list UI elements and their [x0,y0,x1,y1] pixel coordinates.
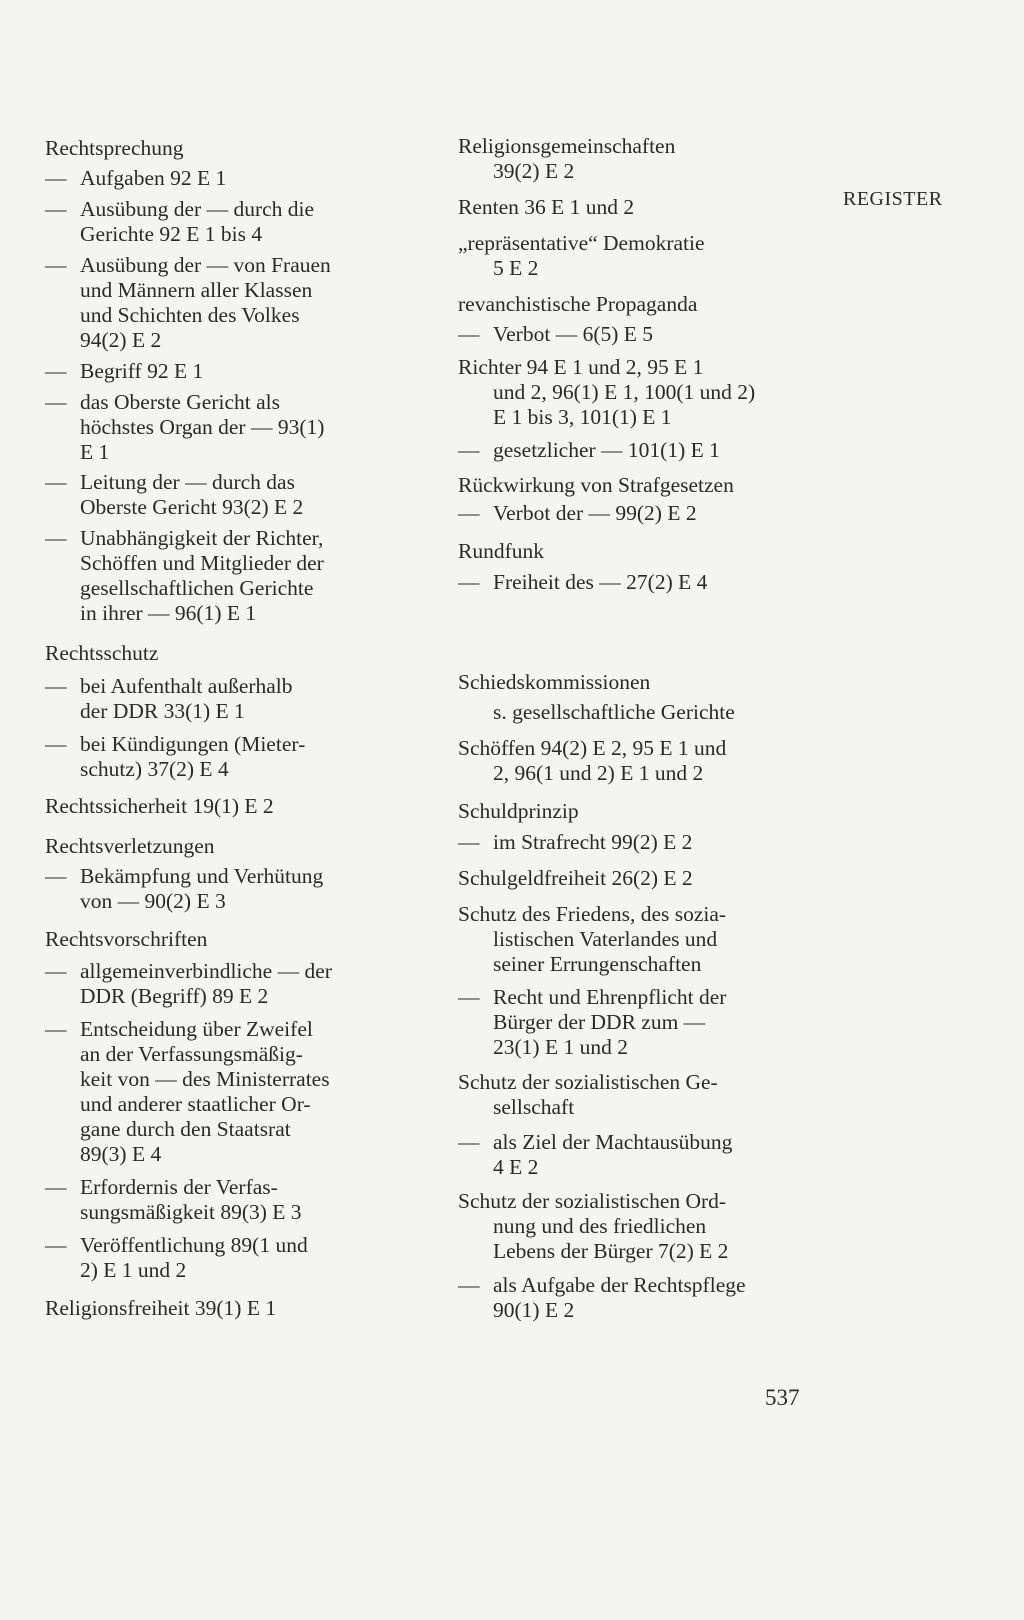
entry-dash: — [45,1175,67,1199]
right-continuation: 2, 96(1 und 2) E 1 und 2 [493,761,704,785]
entry-dash: — [45,359,67,383]
right-continuation: Lebens der Bürger 7(2) E 2 [493,1239,729,1263]
left-continuation: und Schichten des Volkes [80,303,300,327]
right-heading: Rückwirkung von Strafgesetzen [458,473,734,497]
entry-dash: — [45,674,67,698]
entry-text: Ausübung der — von Frauen [80,253,331,277]
left-continuation: 89(3) E 4 [80,1142,162,1166]
left-continuation: von — 90(2) E 3 [80,889,226,913]
left-continuation: und Männern aller Klassen [80,278,313,302]
entry-dash: — [45,390,67,414]
entry-dash: — [45,253,67,277]
left-continuation: gane durch den Staatsrat [80,1117,291,1141]
entry-dash: — [45,959,67,983]
entry-dash: — [458,985,480,1009]
entry-text: Freiheit des — 27(2) E 4 [493,570,708,594]
left-continuation: der DDR 33(1) E 1 [80,699,245,723]
entry-dash: — [45,197,67,221]
left-continuation: und anderer staatlicher Or- [80,1092,311,1116]
right-continuation: sellschaft [493,1095,575,1119]
right-continuation: 4 E 2 [493,1155,539,1179]
entry-dash: — [45,864,67,888]
entry-text: Ausübung der — durch die [80,197,315,221]
left-continuation: 94(2) E 2 [80,328,162,352]
right-continuation: listischen Vaterlandes und [493,927,718,951]
entry-text: bei Aufenthalt außerhalb [80,674,293,698]
entry-text: Leitung der — durch das [80,470,295,494]
left-continuation: Schöffen und Mitglieder der [80,551,324,575]
right-heading: „repräsentative“ Demokratie [458,231,705,255]
left-heading: Rechtsvorschriften [45,927,208,951]
left-continuation: keit von — des Ministerrates [80,1067,330,1091]
entry-dash: — [45,1233,67,1257]
entry-text: Entscheidung über Zweifel [80,1017,313,1041]
entry-dash: — [45,470,67,494]
right-heading: Schiedskommissionen [458,670,651,694]
entry-text: Begriff 92 E 1 [80,359,204,383]
entry-dash: — [45,526,67,550]
entry-text: Recht und Ehrenpflicht der [493,985,727,1009]
entry-text: Veröffentlichung 89(1 und [80,1233,308,1257]
left-continuation: gesellschaftlichen Gerichte [80,576,314,600]
right-continuation: nung und des friedlichen [493,1214,707,1238]
left-continuation: Oberste Gericht 93(2) E 2 [80,495,304,519]
entry-text: Bekämpfung und Verhütung [80,864,324,888]
left-heading: Rechtsschutz [45,641,159,665]
entry-dash: — [458,438,480,462]
section-header: REGISTER [843,188,943,210]
entry-dash: — [458,1273,480,1297]
left-continuation: sungsmäßigkeit 89(3) E 3 [80,1200,302,1224]
entry-dash: — [45,732,67,756]
left-continuation: DDR (Begriff) 89 E 2 [80,984,269,1008]
entry-text: Erfordernis der Verfas- [80,1175,278,1199]
left-heading: Rechtsprechung [45,136,184,160]
entry-text: als Aufgabe der Rechtspflege [493,1273,746,1297]
right-heading: Richter 94 E 1 und 2, 95 E 1 [458,355,704,379]
entry-text: im Strafrecht 99(2) E 2 [493,830,693,854]
left-heading: Religionsfreiheit 39(1) E 1 [45,1296,277,1320]
entry-text: als Ziel der Machtausübung [493,1130,733,1154]
left-continuation: E 1 [80,440,110,464]
entry-text: gesetzlicher — 101(1) E 1 [493,438,720,462]
left-continuation: in ihrer — 96(1) E 1 [80,601,257,625]
right-heading: revanchistische Propaganda [458,292,698,316]
right-heading: Schöffen 94(2) E 2, 95 E 1 und [458,736,727,760]
right-heading: Schulgeldfreiheit 26(2) E 2 [458,866,693,890]
left-continuation: Gerichte 92 E 1 bis 4 [80,222,263,246]
entry-dash: — [458,830,480,854]
right-continuation: 39(2) E 2 [493,159,575,183]
right-continuation: Bürger der DDR zum — [493,1010,706,1034]
left-continuation: schutz) 37(2) E 4 [80,757,229,781]
right-continuation: und 2, 96(1) E 1, 100(1 und 2) [493,380,756,404]
right-continuation: 90(1) E 2 [493,1298,575,1322]
page-number: 537 [765,1385,800,1410]
entry-text: Unabhängigkeit der Richter, [80,526,324,550]
entry-dash: — [458,501,480,525]
right-heading: Schuldprinzip [458,799,579,823]
entry-dash: — [458,322,480,346]
entry-text: das Oberste Gericht als [80,390,280,414]
left-heading: Rechtssicherheit 19(1) E 2 [45,794,274,818]
entry-text: Verbot der — 99(2) E 2 [493,501,697,525]
right-heading: Religionsgemeinschaften [458,134,676,158]
entry-text: allgemeinverbindliche — der [80,959,332,983]
right-continuation: E 1 bis 3, 101(1) E 1 [493,405,672,429]
right-heading: Schutz des Friedens, des sozia- [458,902,727,926]
entry-text: Aufgaben 92 E 1 [80,166,227,190]
right-continuation: s. gesellschaftliche Gerichte [493,700,735,724]
right-heading: Rundfunk [458,539,544,563]
left-heading: Rechtsverletzungen [45,834,215,858]
entry-dash: — [458,570,480,594]
left-continuation: an der Verfassungsmäßig- [80,1042,303,1066]
entry-dash: — [458,1130,480,1154]
left-continuation: 2) E 1 und 2 [80,1258,187,1282]
right-heading: Schutz der sozialistischen Ge- [458,1070,718,1094]
entry-dash: — [45,1017,67,1041]
entry-text: Verbot — 6(5) E 5 [493,322,654,346]
entry-dash: — [45,166,67,190]
right-heading: Renten 36 E 1 und 2 [458,195,635,219]
entry-text: bei Kündigungen (Mieter- [80,732,306,756]
right-heading: Schutz der sozialistischen Ord- [458,1189,727,1213]
right-continuation: 23(1) E 1 und 2 [493,1035,628,1059]
left-continuation: höchstes Organ der — 93(1) [80,415,325,439]
right-continuation: 5 E 2 [493,256,539,280]
right-continuation: seiner Errungenschaften [493,952,702,976]
